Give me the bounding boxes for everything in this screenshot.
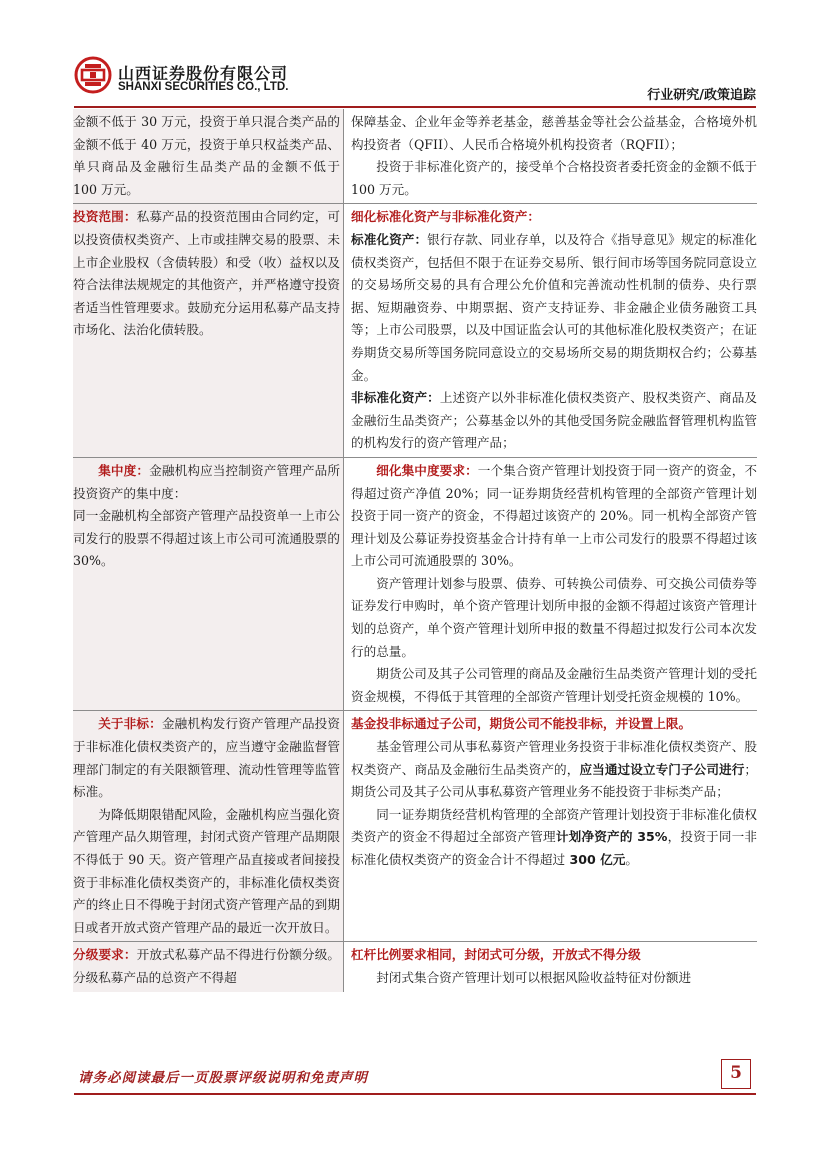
row-text: 银行存款、同业存单，以及符合《指导意见》规定的标准化债权类资产，包括但不限于在证券交易所、银行间市场等国务院同意设立的交易场所交易的具有合理公允价值和完善流动性机制的债券、央行票据、短期融资券、中期票据、资产支持证券、非金融企业债务融资工具等；上市公司股票，以及中国证监会认可的其他标准化股权类资产；在证券期货交易所等国务院同意设立的交易场所交易的期货期权合约；公募基金。 — [351, 231, 757, 383]
cell-text — [351, 460, 757, 573]
shanxi-securities-logo-icon — [74, 56, 112, 94]
table-row — [73, 711, 757, 942]
row-label: 投资范围： — [73, 209, 137, 225]
left-cell — [73, 109, 344, 203]
row-title: 细化标准化资产与非标准化资产： — [351, 209, 540, 225]
cell-text: 期货公司及其子公司管理的商品及金融衍生品类资产管理计划的受托资金规模，不得低于其管理的全部资产管理计划受托资金规模的 10%。 — [351, 666, 757, 704]
cell-text — [73, 713, 340, 803]
row-label: 关于非标： — [98, 716, 162, 732]
cell-text — [351, 736, 757, 804]
row-label: 细化集中度要求： — [376, 462, 478, 478]
disclaimer-note: 请务必阅读最后一页股票评级说明和免责声明 — [78, 1070, 368, 1086]
cell-text: 封闭式集合资产管理计划可以根据风险收益特征对份额进 — [376, 969, 692, 985]
table-row — [73, 109, 757, 204]
cell-text: 为降低期限错配风险，金融机构应当强化资产管理产品久期管理，封闭式资产管理产品期限不得低于 90 天。资产管理产品直接或者间接投资于非标准化债权类资产的，非标准化债权类资产的终止日不得晚于封闭式资产管理产品的到期日或者开放式资产管理产品的最近一次开放日。 — [73, 806, 340, 935]
row-label: 分级要求： — [73, 947, 137, 963]
row-text: 基金管理公司从事私募资产管理业务投资于非标准化债权类资产、股权类资产、商品及金融衍生品类资产的， — [351, 739, 757, 777]
footer-divider — [74, 1093, 756, 1095]
emphasis-text: 300 亿元 — [565, 852, 626, 867]
left-cell — [73, 711, 344, 941]
row-text: 上述资产以外非标准化债权类资产、股权类资产、商品及金融衍生品类资产；公募基金以外的其他受国务院金融监督管理机构监管的机构发行的资产管理产品； — [351, 390, 757, 451]
cell-text: 投资于非标准化资产的，接受单个合格投资者委托资金的金额不低于 100 万元。 — [351, 159, 757, 197]
header-divider — [74, 106, 756, 108]
table-row — [73, 458, 757, 712]
cell-text: 资产管理计划参与股票、债券、可转换公司债券、可交换公司债券等证券发行申购时，单个资产管理计划所申报的金额不得超过该资产管理计划的总资产，单个资产管理计划所申报的数量不得超过拟发行公司本次发行的总量。 — [351, 575, 757, 659]
company-name-en: SHANXI SECURITIES CO., LTD. — [118, 81, 289, 93]
row-title: 基金投非标通过子公司，期货公司不能投非标，并设置上限。 — [351, 716, 692, 732]
cell-text — [73, 460, 340, 505]
row-text: 一个集合资产管理计划投资于同一资产的资金，不得超过资产净值 20%；同一证券期货经营机构管理的全部资产管理计划投资于同一资产的资金，不得超过该资产的 20%。同一机构全部资产管理计划及公募证券投资基金合计持有单一上市公司发行的股票不得超过该上市公司可流通股票的 30%。 — [351, 462, 757, 569]
right-cell — [344, 458, 757, 711]
right-cell — [344, 942, 757, 991]
cell-text — [73, 206, 340, 342]
row-text: ；期货公司及其子公司从事私募资产管理业务不能投资于非标类产品； — [351, 761, 757, 800]
std-asset-label: 标准化资产： — [351, 231, 428, 247]
row-text: 私募产品的投资范围由合同约定，可以投资债权类资产、上市或挂牌交易的股票、未上市企业股权（含债转股）和受（收）益权以及符合法律法规规定的其他资产，并严格遵守投资者适当性管理要求。鼓励充分运用私募产品支持市场化、法治化债转股。 — [73, 209, 341, 338]
cell-text — [351, 229, 757, 387]
table-row — [73, 204, 757, 458]
left-cell — [73, 204, 344, 457]
cell-text: 同一金融机构全部资产管理产品投资单一上市公司发行的股票不得超过该上市公司可流通股票的 30%。 — [73, 508, 340, 569]
cell-text — [351, 804, 757, 872]
nonstd-asset-label: 非标准化资产： — [351, 390, 440, 406]
row-text: 。 — [625, 852, 638, 867]
cell-text — [73, 944, 340, 989]
left-cell — [73, 942, 344, 991]
row-text: 同一证券期货经营机构管理的全部资产管理计划投资于非标准化债权类资产的资金不得超过全部资产管理 — [351, 806, 757, 845]
cell-text: 保障基金、企业年金等养老基金，慈善基金等社会公益基金，合格境外机构投资者（QFII）、人民币合格境外机构投资者（RQFII）； — [351, 114, 757, 152]
right-cell — [344, 711, 757, 941]
report-section-label: 行业研究/政策追踪 — [647, 88, 756, 103]
cell-text: 金额不低于 30 万元，投资于单只混合类产品的金额不低于 40 万元，投资于单只权益类产品、单只商品及金融衍生品类产品的金额不低于 100 万元。 — [73, 114, 340, 197]
page-number: 5 — [721, 1059, 751, 1089]
left-cell — [73, 458, 344, 711]
company-name-cn: 山西证券股份有限公司 — [118, 64, 289, 83]
comparison-table — [73, 109, 757, 1045]
table-row — [73, 942, 757, 991]
row-title: 杠杆比例要求相同，封闭式可分级，开放式不得分级 — [351, 947, 641, 963]
row-label: 集中度： — [98, 462, 150, 478]
right-cell — [344, 109, 757, 203]
row-text: 开放式私募产品不得进行份额分级。分级私募产品的总资产不得超 — [73, 947, 341, 985]
emphasis-text: 计划净资产的 35% — [555, 829, 668, 845]
right-cell — [344, 204, 757, 457]
row-text: 金融机构发行资产管理产品投资于非标准化债权类资产的，应当遵守金融监督管理部门制定的有关限额管理、流动性管理等监管标准。 — [73, 716, 340, 800]
emphasis-text: 应当通过设立专门子公司进行 — [579, 761, 745, 777]
page-header — [74, 56, 756, 104]
row-text: ，投资于同一非标准化债权类资产的资金合计不得超过 — [351, 829, 757, 867]
row-text: 金融机构应当控制资产管理产品所投资资产的集中度： — [73, 462, 340, 501]
cell-text — [351, 387, 757, 455]
